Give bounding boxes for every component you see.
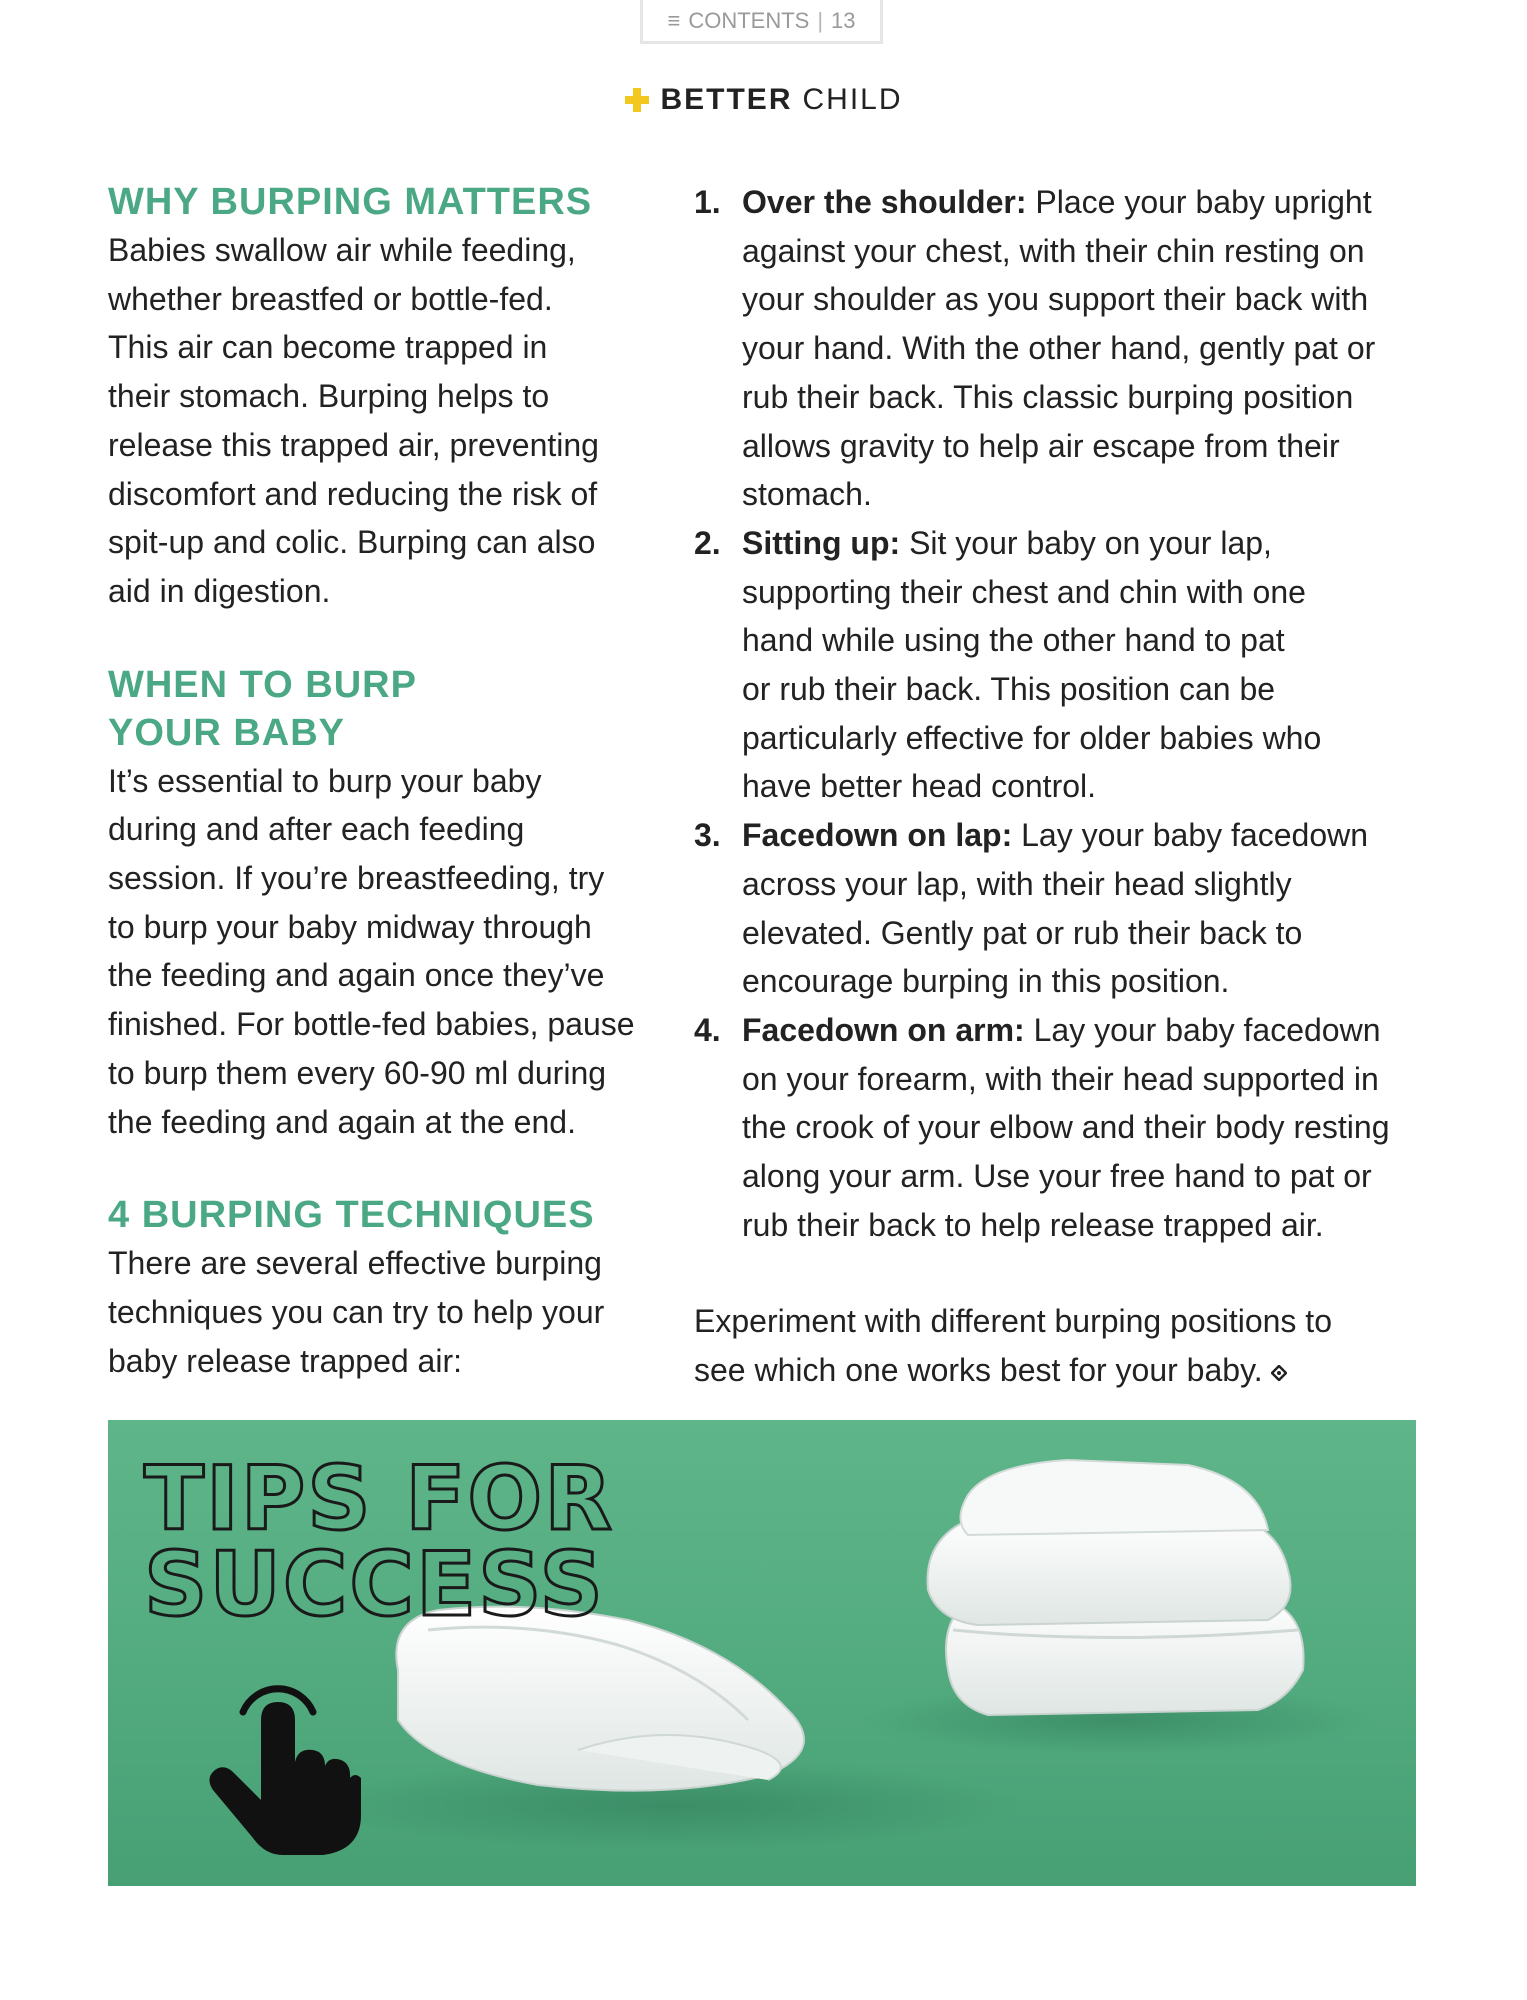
contents-label: CONTENTS bbox=[688, 7, 810, 33]
body-line: their stomach. Burping helps to bbox=[108, 378, 550, 415]
tap-hand-icon[interactable] bbox=[203, 1650, 363, 1860]
item-line: have better head control. bbox=[742, 768, 1097, 805]
body-line: It’s essential to burp your baby bbox=[108, 762, 542, 799]
item-title: Facedown on lap: bbox=[742, 817, 1013, 854]
section-body-when bbox=[108, 757, 668, 1147]
section-body-techniques bbox=[108, 1239, 668, 1385]
technique-item bbox=[694, 1006, 1424, 1250]
item-line: Lay your baby facedown bbox=[1012, 817, 1369, 854]
section-heading-why: WHY BURPING MATTERS bbox=[108, 181, 593, 223]
closing-line-last bbox=[694, 1346, 1424, 1395]
item-line: along your arm. Use your free hand to pat or bbox=[742, 1158, 1372, 1195]
tips-title-line: TIPS FOR bbox=[144, 1447, 614, 1550]
item-line: rub their back to help release trapped air. bbox=[742, 1206, 1324, 1243]
body-line: techniques you can try to help your bbox=[108, 1293, 605, 1330]
item-line: particularly effective for older babies who bbox=[742, 719, 1322, 756]
technique-item bbox=[694, 178, 1424, 519]
contents-button[interactable] bbox=[640, 0, 883, 44]
item-line: elevated. Gently pat or rub their back to bbox=[742, 914, 1303, 951]
left-column bbox=[108, 178, 668, 1385]
heading-line: WHEN TO BURP bbox=[108, 663, 417, 706]
body-line: release this trapped air, preventing bbox=[108, 426, 599, 463]
brand-header bbox=[0, 80, 1527, 120]
item-line: across your lap, with their head slightly bbox=[742, 865, 1292, 902]
item-line: stomach. bbox=[742, 476, 872, 513]
body-line: This air can become trapped in bbox=[108, 329, 548, 366]
item-line: against your chest, with their chin resting on bbox=[742, 232, 1365, 269]
body-line: the feeding and again once they’ve bbox=[108, 957, 605, 994]
body-line: baby release trapped air: bbox=[108, 1342, 462, 1379]
menu-icon: ≡ bbox=[667, 7, 681, 33]
item-line: Place your baby upright bbox=[1026, 184, 1372, 220]
technique-item bbox=[694, 811, 1424, 1006]
heading-line: YOUR BABY bbox=[108, 711, 346, 754]
body-line: aid in digestion. bbox=[108, 572, 331, 609]
body-line: discomfort and reducing the risk of bbox=[108, 475, 598, 512]
tips-banner[interactable] bbox=[108, 1420, 1416, 1886]
item-line: supporting their chest and chin with one bbox=[742, 573, 1306, 610]
item-line: Sit your baby on your lap, bbox=[900, 524, 1272, 561]
item-number: 2. bbox=[694, 524, 721, 561]
tips-title-line: SUCCESS bbox=[144, 1533, 605, 1636]
item-line: encourage burping in this position. bbox=[742, 963, 1230, 1000]
body-line: to burp your baby midway through bbox=[108, 908, 592, 945]
item-line: your hand. With the other hand, gently pat or bbox=[742, 330, 1376, 367]
item-number: 4. bbox=[694, 1011, 721, 1048]
tips-title bbox=[144, 1447, 614, 1636]
body-line: the feeding and again at the end. bbox=[108, 1103, 576, 1140]
item-number: 3. bbox=[694, 817, 721, 854]
body-line: Babies swallow air while feeding, bbox=[108, 232, 576, 268]
section-body-why bbox=[108, 226, 668, 616]
technique-item bbox=[694, 519, 1424, 811]
item-number: 1. bbox=[694, 184, 721, 220]
brand-strong: BETTER bbox=[660, 83, 793, 116]
body-line: There are several effective burping bbox=[108, 1245, 602, 1282]
item-line: hand while using the other hand to pat bbox=[742, 622, 1285, 659]
item-line: Lay your baby facedown bbox=[1024, 1011, 1381, 1048]
item-line: allows gravity to help air escape from their bbox=[742, 427, 1340, 464]
body-line: whether breastfed or bottle-fed. bbox=[108, 280, 553, 317]
separator: | bbox=[817, 7, 824, 33]
section-heading-techniques: 4 BURPING TECHNIQUES bbox=[108, 1194, 595, 1237]
body-line: finished. For bottle-fed babies, pause bbox=[108, 1006, 635, 1043]
closing-text: see which one works best for your baby. bbox=[694, 1352, 1263, 1389]
item-title: Facedown on arm: bbox=[742, 1011, 1025, 1048]
plus-icon bbox=[624, 87, 650, 113]
body-line: during and after each feeding bbox=[108, 811, 525, 848]
item-line: the crook of your elbow and their body resting bbox=[742, 1109, 1390, 1146]
item-line: your shoulder as you support their back with bbox=[742, 281, 1369, 318]
page-number: 13 bbox=[831, 7, 856, 33]
item-title: Over the shoulder: bbox=[742, 184, 1027, 220]
end-mark-icon bbox=[1271, 1365, 1287, 1381]
section-heading-when bbox=[108, 661, 668, 757]
body-line: to burp them every 60-90 ml during bbox=[108, 1054, 607, 1091]
brand-light: CHILD bbox=[802, 83, 903, 116]
item-line: or rub their back. This position can be bbox=[742, 671, 1276, 708]
body-line: spit-up and colic. Burping can also bbox=[108, 524, 596, 561]
closing-line: Experiment with different burping positions to bbox=[694, 1303, 1332, 1340]
item-title: Sitting up: bbox=[742, 524, 901, 561]
techniques-list bbox=[694, 178, 1424, 1249]
right-column bbox=[694, 178, 1424, 1395]
item-line: rub their back. This classic burping position bbox=[742, 378, 1354, 415]
body-line: session. If you’re breastfeeding, try bbox=[108, 860, 605, 897]
item-line: on your forearm, with their head supported in bbox=[742, 1060, 1379, 1097]
